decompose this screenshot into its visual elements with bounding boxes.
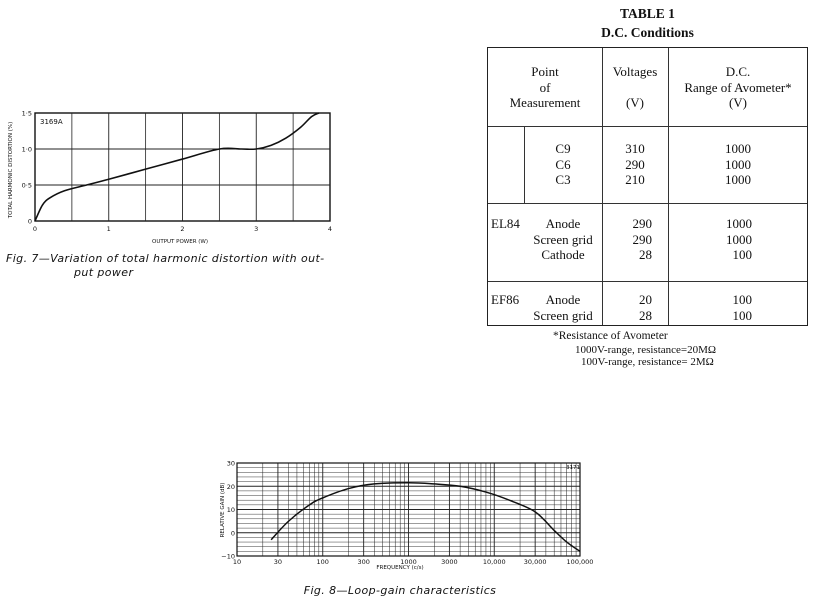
fig7-y-axis-label: TOTAL HARMONIC DISTORTION (%) — [8, 121, 14, 219]
table-cell: Anode — [545, 216, 581, 231]
group2-ranges — [688, 216, 752, 263]
table-cell: 290 — [632, 231, 652, 247]
table-cell: Screen grid — [533, 307, 593, 323]
fig7-grid — [35, 113, 330, 221]
table-subtitle: D.C. Conditions — [601, 25, 694, 40]
fig7-x-tick-label: 1 — [106, 225, 111, 233]
table-cell: C9 — [555, 141, 571, 156]
table-cell: 1000 — [725, 172, 751, 187]
table-cell: 1000 — [726, 216, 752, 231]
footnote-line2: 100V-range, resistance= 2MΩ — [581, 356, 714, 368]
fig7-caption-line1: Fig. 7—Variation of total harmonic distortion with out- — [6, 252, 325, 265]
fig8-y-tick-label: 20 — [226, 482, 235, 491]
fig8-caption: Fig. 8—Loop-gain characteristics — [303, 584, 497, 597]
group1-ranges — [688, 141, 788, 188]
table-row-divider — [488, 281, 807, 282]
fig8-x-tick-label: 10,000 — [482, 558, 506, 566]
dc-conditions-table — [487, 47, 808, 326]
table-cell: 100 — [732, 247, 752, 262]
fig7-series-line — [35, 113, 319, 221]
fig8-grid — [237, 463, 580, 556]
table-row-divider — [488, 126, 807, 127]
group2-voltages — [602, 216, 652, 263]
fig8-x-tick-label: 1000 — [400, 558, 417, 566]
table-cell: Cathode — [541, 247, 585, 262]
fig8-x-tick-label: 100,000 — [566, 558, 594, 566]
fig8-x-tick-label: 30,000 — [523, 558, 547, 566]
fig7-caption-line2: put power — [74, 266, 134, 279]
table-cell: Screen grid — [533, 231, 593, 247]
table-cell: Anode — [545, 292, 581, 307]
fig8-series-line — [271, 483, 580, 552]
fig8-y-axis-label: RELATIVE GAIN (dB) — [220, 482, 226, 538]
fig8-x-tick-label: 3000 — [441, 558, 458, 566]
footnote-line1: 1000V-range, resistance=20MΩ — [575, 344, 717, 356]
table-cell: 310 — [625, 141, 645, 156]
group3-tube-label: EF86 — [491, 292, 520, 307]
table-cell: 210 — [625, 172, 645, 187]
fig8-loop-gain-chart — [210, 455, 594, 575]
table-cell: 20 — [639, 292, 652, 307]
fig7-x-tick-label: 0 — [32, 225, 38, 233]
fig7-tick-labels — [22, 110, 332, 234]
table-cell: 290 — [625, 156, 645, 172]
group2-points — [524, 216, 602, 263]
fig8-x-axis-label: FREQUENCY (c/s) — [376, 565, 424, 571]
table-cell: 1000 — [726, 231, 752, 247]
header-point-of-measurement: Point of Measurement — [509, 64, 581, 110]
table-cell: 290 — [632, 216, 652, 231]
fig8-y-tick-label: 10 — [226, 506, 235, 514]
table-cell: 28 — [639, 247, 652, 262]
group3-points — [524, 292, 602, 323]
fig8-x-tick-label: 100 — [316, 558, 329, 566]
fig8-y-tick-label: 30 — [226, 459, 235, 468]
table-cell: 1000 — [725, 156, 751, 172]
fig8-x-tick-label: 300 — [357, 558, 370, 566]
fig8-y-tick-label: 0 — [230, 529, 235, 538]
group1-points — [524, 141, 602, 188]
table-cell: 100 — [732, 292, 752, 307]
table-footnote — [553, 329, 716, 369]
fig7-x-tick-label: 3 — [254, 225, 259, 233]
footnote-title: *Resistance of Avometer — [553, 330, 668, 342]
table-cell: 1000 — [725, 141, 751, 156]
header-dc-range: D.C. Range of Avometer* (V) — [684, 64, 792, 110]
table-title: TABLE 1 — [620, 6, 675, 21]
fig8-x-tick-label: 10 — [232, 558, 242, 566]
table-cell: C6 — [555, 156, 571, 172]
fig7-x-axis-label: OUTPUT POWER (W) — [151, 239, 209, 245]
table-row-divider — [488, 203, 807, 204]
group1-voltages — [602, 141, 668, 188]
table-cell: 100 — [732, 307, 752, 323]
fig7-code-label: 3169A — [40, 118, 63, 126]
fig7-y-tick-label: 1·0 — [21, 145, 32, 154]
fig7-y-tick-label: 0·5 — [21, 181, 32, 190]
fig7-y-tick-label: 1·5 — [21, 109, 32, 118]
fig7-x-tick-label: 2 — [180, 225, 185, 233]
group2-tube-label: EL84 — [491, 216, 520, 231]
fig8-y-tick-label: −10 — [221, 552, 235, 561]
header-voltages: Voltages (V) — [612, 64, 658, 110]
group3-voltages — [602, 292, 652, 323]
fig7-distortion-chart — [0, 105, 340, 250]
group3-ranges — [688, 292, 752, 323]
table-heading — [487, 4, 808, 42]
fig8-code-label: 3171 — [566, 465, 580, 471]
fig7-y-tick-label: 0 — [27, 217, 32, 226]
fig8-x-tick-label: 30 — [273, 558, 283, 566]
fig7-caption — [6, 252, 336, 280]
fig7-x-tick-label: 4 — [327, 225, 333, 233]
table-cell: C3 — [555, 172, 571, 187]
table-cell: 28 — [639, 307, 652, 323]
